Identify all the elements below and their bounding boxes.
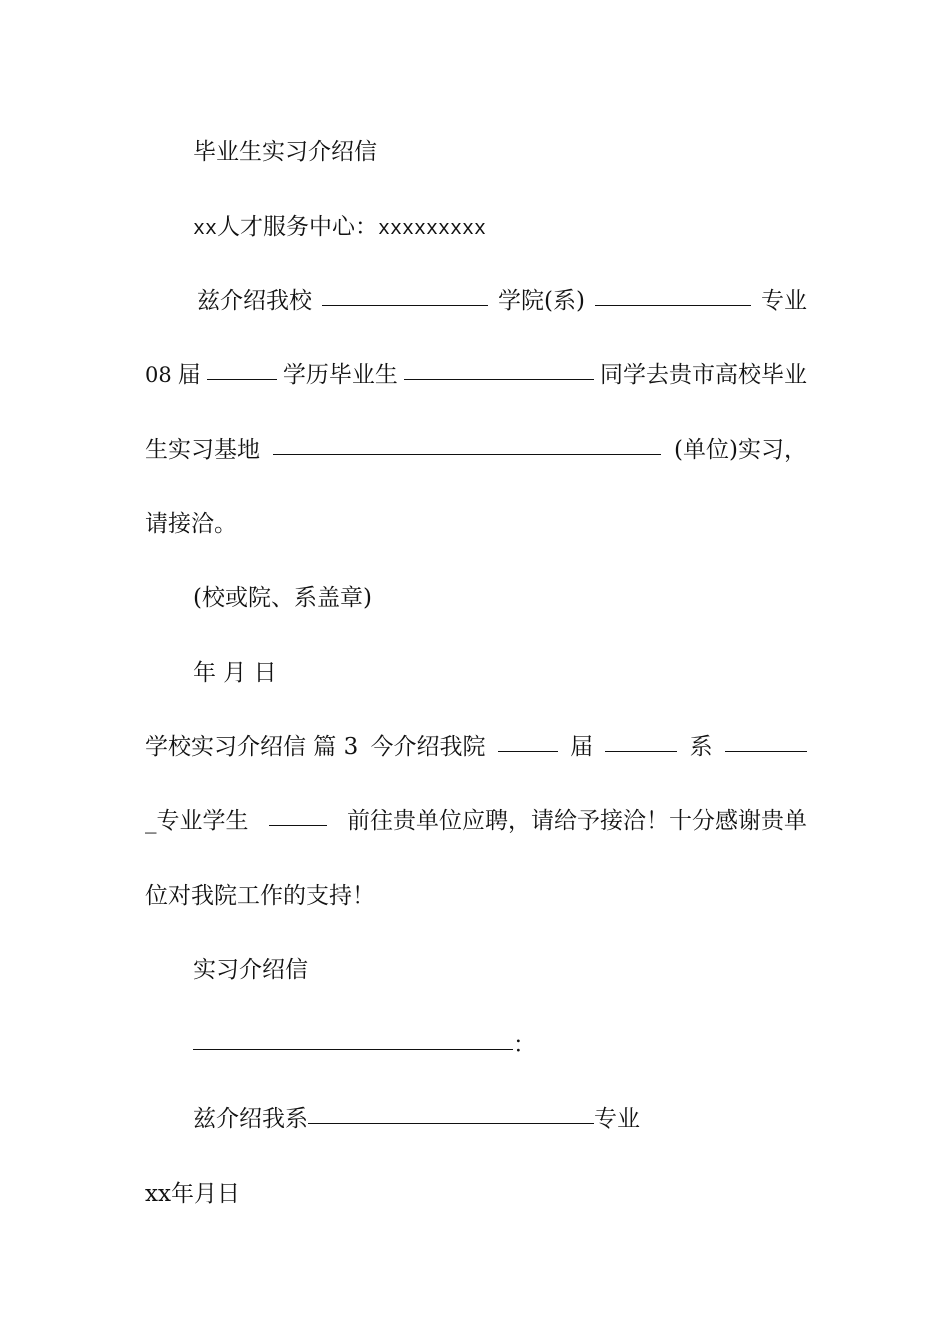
blank-session bbox=[498, 727, 558, 752]
paragraph-1-text-8: 请接洽。 bbox=[145, 511, 237, 537]
recipient-suffix: xxxxxxxxx bbox=[378, 218, 487, 241]
blank-student-name bbox=[404, 355, 594, 380]
paragraph-1-text-6: 生实习基地 bbox=[145, 437, 260, 463]
blank-school bbox=[322, 281, 488, 306]
final-date-text: xx年月日 bbox=[145, 1181, 240, 1207]
recipient-blank-line bbox=[193, 1027, 807, 1063]
blank-internship-unit bbox=[273, 430, 661, 455]
final-date-line bbox=[145, 1176, 807, 1212]
stamp-note bbox=[193, 580, 807, 616]
date-line bbox=[193, 655, 807, 691]
section-2-text-4: _专业学生 bbox=[145, 808, 249, 834]
section-2-line-3 bbox=[145, 878, 807, 914]
paragraph-1-text-5: 同学去贵市高校毕业 bbox=[599, 362, 807, 388]
section-2-text-2: 届 bbox=[570, 734, 594, 760]
stamp-note-text: (校或院、系盖章) bbox=[193, 585, 372, 611]
recipient-prefix: xx bbox=[193, 218, 218, 241]
paragraph-1-line-2 bbox=[145, 357, 807, 393]
blank-department-2 bbox=[605, 727, 677, 752]
section-2-text-5: 前往贵单位应聘，请给予接洽！十分感谢贵单 bbox=[347, 808, 807, 834]
section-2-line-2 bbox=[145, 803, 807, 839]
recipient-line bbox=[193, 209, 807, 245]
paragraph-1-line-4 bbox=[145, 506, 807, 542]
graduation-year: 08 bbox=[145, 363, 172, 387]
date-line-text: 年 月 日 bbox=[193, 660, 277, 686]
paragraph-1-line-3 bbox=[145, 432, 807, 468]
section-2-text-6: 位对我院工作的支持！ bbox=[145, 883, 375, 909]
paragraph-1-text-2: 学院(系) bbox=[498, 288, 585, 314]
recipient-middle: 人才服务中心： bbox=[217, 214, 379, 240]
paragraph-1-text-1: 兹介绍我校 bbox=[197, 288, 312, 314]
class-label: 届 bbox=[177, 362, 201, 388]
paragraph-1-text-7: (单位)实习， bbox=[674, 437, 807, 463]
blank-department bbox=[595, 281, 751, 306]
paragraph-1-text-3: 专业 bbox=[760, 288, 807, 314]
blank-student-2 bbox=[269, 801, 327, 826]
paragraph-1-line-1 bbox=[197, 283, 807, 319]
letter-title-3-text: 实习介绍信 bbox=[193, 957, 308, 983]
letter-title-3 bbox=[193, 952, 807, 988]
section-2-title: 学校实习介绍信 篇 3 bbox=[145, 734, 359, 760]
letter-title bbox=[193, 134, 807, 170]
paragraph-3-text-1: 兹介绍我系 bbox=[193, 1106, 308, 1132]
paragraph-3-line-1 bbox=[193, 1101, 807, 1137]
recipient-colon: ： bbox=[513, 1032, 536, 1058]
section-2-text-3: 系 bbox=[689, 734, 713, 760]
blank-major-3 bbox=[308, 1099, 594, 1124]
section-2-line-1 bbox=[145, 729, 807, 765]
letter-title-text: 毕业生实习介绍信 bbox=[193, 139, 377, 165]
paragraph-3-text-2: 专业 bbox=[594, 1106, 640, 1132]
paragraph-1-text-4: 学历毕业生 bbox=[282, 362, 398, 388]
blank-recipient bbox=[193, 1025, 513, 1050]
section-2-text-1: 今介绍我院 bbox=[370, 734, 486, 760]
blank-major-2 bbox=[725, 727, 807, 752]
blank-degree bbox=[207, 355, 277, 380]
